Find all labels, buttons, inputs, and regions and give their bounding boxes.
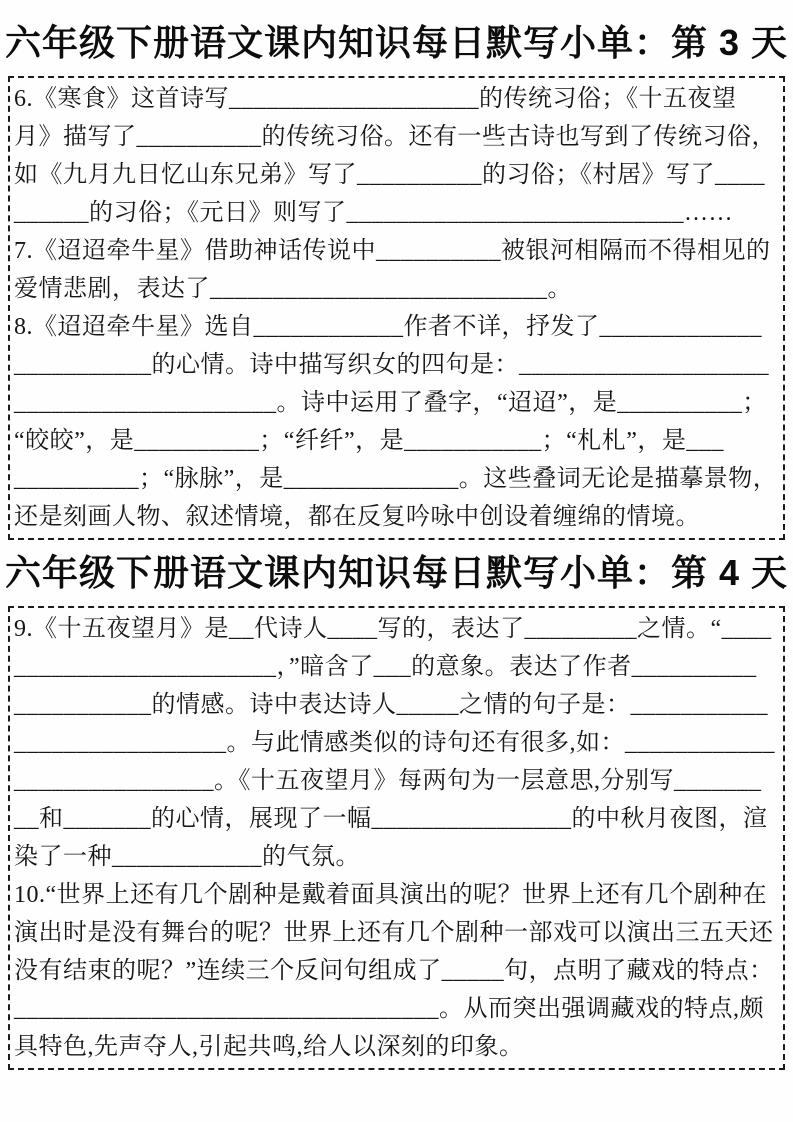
- question-box-day4: [8, 606, 785, 1070]
- worksheet-line: _____________________，”暗含了___的意象。表达了作者__________: [14, 654, 757, 680]
- worksheet-line: ________________。《十五夜望月》每两句为一层意思,分别写_______: [14, 768, 762, 794]
- worksheet-line: 月》描写了__________的传统习俗。还有一些古诗也写到了传统习俗，: [14, 124, 776, 150]
- question-box-day3: [8, 76, 785, 540]
- worksheet-line: ___________的情感。诗中表达诗人_____之情的句子是：___________: [14, 692, 768, 718]
- worksheet-line: __________；“脉脉”，是______________。这些叠词无论是描摹景物，: [14, 466, 778, 492]
- worksheet-line: 如《九月九日忆山东兄弟》写了__________的习俗；《村居》写了____: [14, 162, 765, 188]
- section-title-day4: 六年级下册语文课内知识每日默写小单：第 4 天: [4, 552, 789, 593]
- worksheet-line: 爱情悲剧，表达了___________________________。: [14, 276, 572, 302]
- worksheet-line: 6.《寒食》这首诗写____________________的传统习俗；《十五夜望: [14, 86, 737, 112]
- worksheet-line: _________________。与此情感类似的诗句还有很多,如：____________: [14, 730, 775, 756]
- worksheet-line: ___________的心情。诗中描写织女的四句是：____________________: [14, 352, 769, 378]
- worksheet-line: ______的习俗；《元日》则写了___________________________……: [14, 200, 733, 226]
- worksheet-line: 染了一种____________的气氛。: [14, 844, 360, 870]
- section-title-day3: 六年级下册语文课内知识每日默写小单：第 3 天: [4, 22, 789, 63]
- worksheet-line: 还是刻画人物、叙述情境，都在反复吟咏中创设着缠绵的情境。: [14, 504, 700, 530]
- worksheet-line: 10.“世界上还有几个剧种是戴着面具演出的呢？世界上还有几个剧种在: [14, 882, 768, 908]
- worksheet-line: 没有结束的呢？”连续三个反问句组成了_____句，点明了藏戏的特点：: [14, 958, 774, 984]
- worksheet-line: 8.《迢迢牵牛星》选自____________作者不详，抒发了_____________: [14, 314, 762, 340]
- worksheet-line: __________________________________。从而突出强调藏戏的特点,颇: [14, 996, 764, 1022]
- worksheet-line: _____________________。诗中运用了叠字，“迢迢”，是__________；: [14, 390, 767, 416]
- worksheet-line: 7.《迢迢牵牛星》借助神话传说中__________被银河相隔而不得相见的: [14, 238, 771, 264]
- worksheet-line: 具特色,先声夺人,引起共鸣,给人以深刻的印象。: [14, 1034, 524, 1060]
- worksheet-line: 9.《十五夜望月》是__代诗人____写的，表达了_________之情。“____: [14, 616, 772, 642]
- worksheet-line: 演出时是没有舞台的呢？世界上还有几个剧种一部戏可以演出三五天还: [14, 920, 774, 946]
- worksheet-line: “皎皎”，是__________；“纤纤”，是___________；“札札”，是___: [14, 428, 724, 454]
- worksheet-line: __和_______的心情，展现了一幅________________的中秋月夜图，渲: [14, 806, 768, 832]
